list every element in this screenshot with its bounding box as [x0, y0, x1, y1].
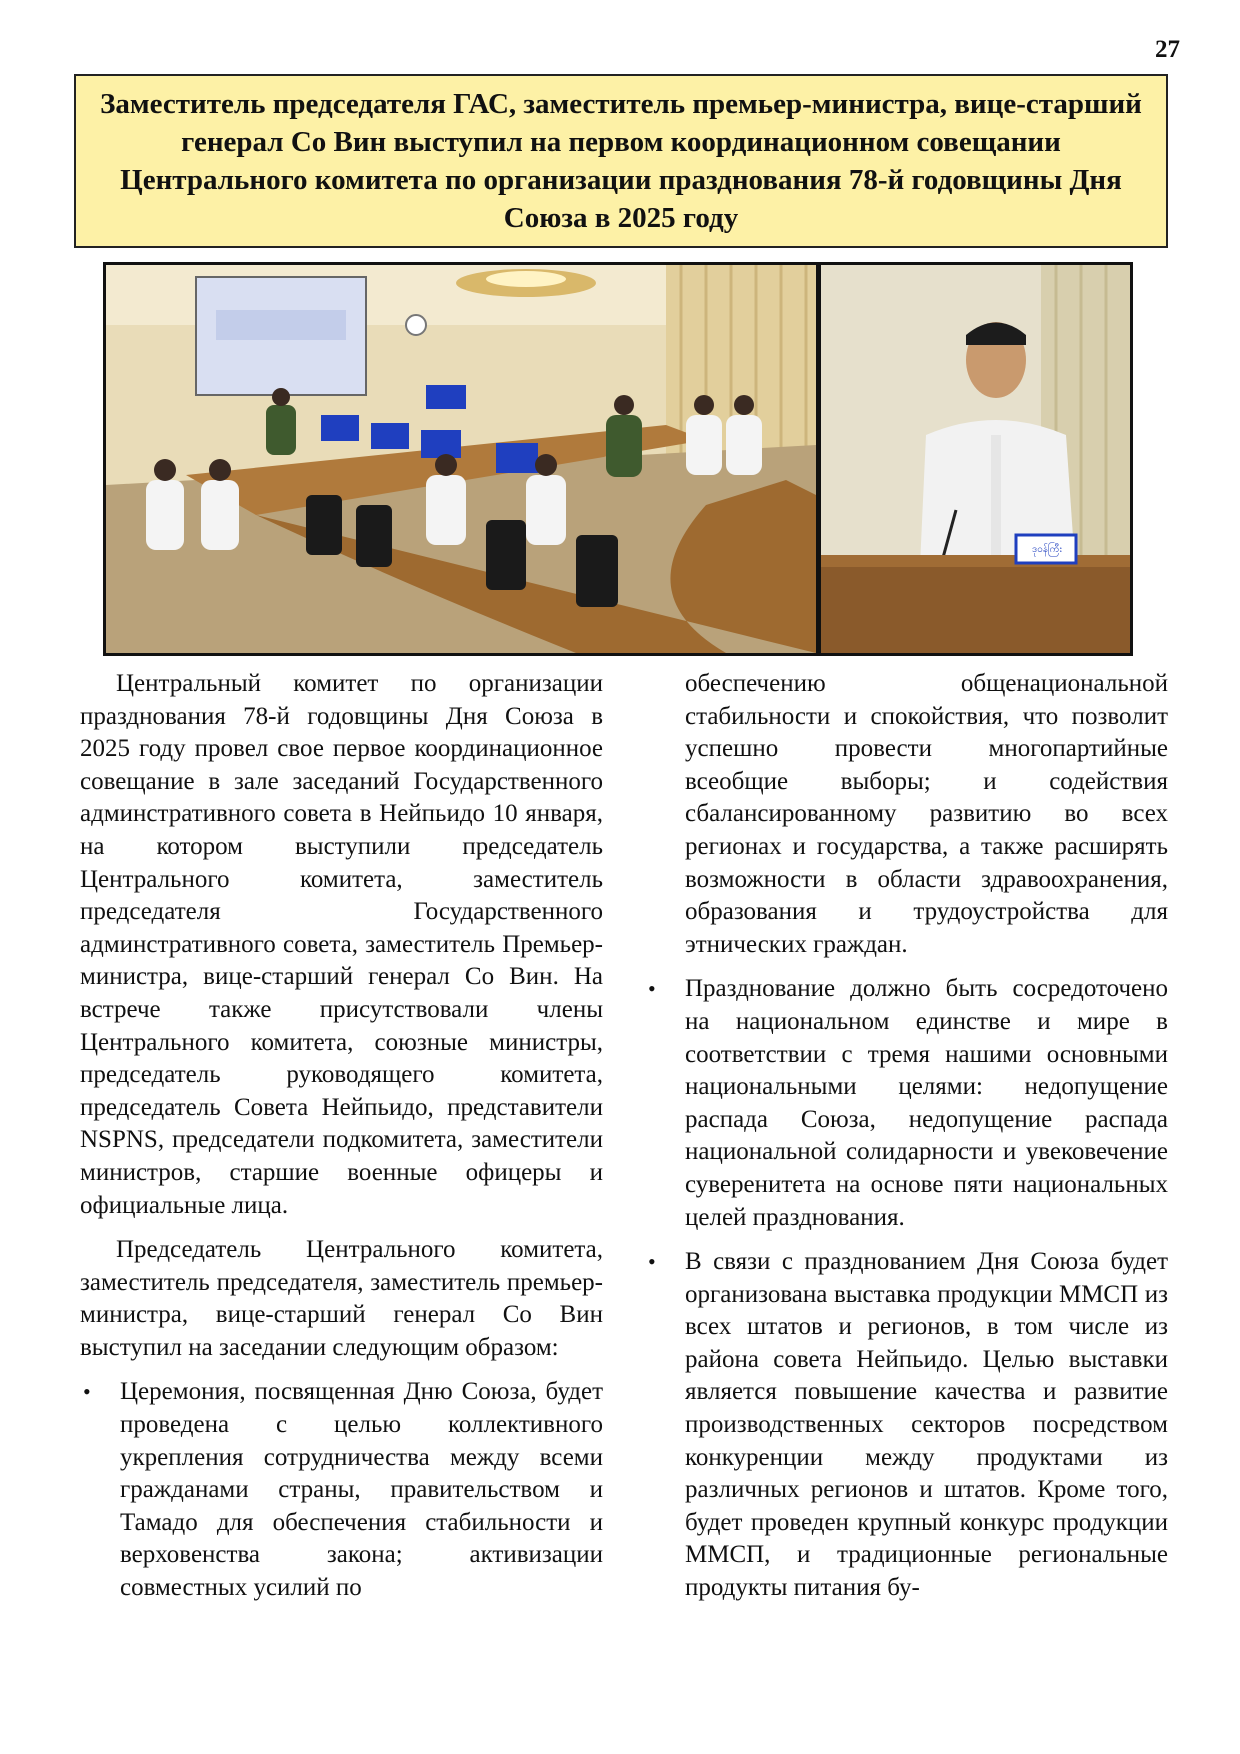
paragraph-speech-intro: Председатель Центрального комитета, заместитель председателя, заместитель премьер-министра, вице-старший генерал Со Вин выступил на заседании следующим образом: [80, 1236, 603, 1361]
bullet-text: В связи с празднованием Дня Союза будет организована выставка продукции ММСП из всех штатов и регионов, в том числе из района совета Нейпьидо. Целью выставки является повышение качества и развитие производственных секторов посредством конкуренции между продуктами из различных регионов и штатов. Кроме того, будет проведен крупный конкурс продукции ММСП, и традиционные региональные продукты питания бу- [685, 1248, 1168, 1602]
name-card-label: ဒုဝန်ကြီး [1031, 544, 1062, 555]
list-item [645, 1246, 1168, 1605]
speaker-photo [821, 265, 1130, 653]
bullet-icon: • [648, 1249, 656, 1275]
list-item [80, 1376, 603, 1604]
list-item [645, 973, 1168, 1234]
bullet-icon: • [648, 976, 656, 1002]
bullet-list-right [645, 973, 1168, 1604]
bullet-text: Церемония, посвященная Дню Союза, будет проведена с целью коллективного укрепления сотрудничества между всеми гражданами страны, правительством и Тамадо для обеспечения стабильности и верховенства закона; активизации совместных усилий по [120, 1378, 603, 1602]
right-column [645, 668, 1168, 1617]
headline-title: Заместитель председателя ГАС, заместитель премьер-министра, вице-старший генерал Со Вин выступил на первом координационном совещании Центрального комитета по организации празднования 78-й годовщины Дня Союза в 2025 году [100, 88, 1142, 234]
left-column [80, 668, 603, 1617]
meeting-hall-photo [106, 265, 816, 653]
page-number: 27 [1155, 36, 1180, 63]
paragraph-intro: Центральный комитет по организации празднования 78-й годовщины Дня Союза в 2025 году провел свое первое координационное совещание в зале заседаний Государственного админстративного совета в Нейпьидо 10 января, на котором выступили председатель Центрального комитета, заместитель председателя Государственного админстративного совета, заместитель Премьер-министра, вице-старший генерал Со Вин. На встрече также присутствовали члены Центрального комитета, союзные министры, председатель руководящего комитета, председатель Совета Нейпьидо, представители NSPNS, председатели подкомитета, заместители министров, старшие военные офицеры и официальные лица. [80, 670, 603, 1219]
bullet-list-left [80, 1376, 603, 1604]
headline-box [74, 74, 1168, 248]
photo-collage [103, 262, 1133, 656]
bullet-icon: • [83, 1379, 91, 1405]
bullet-continuation: обеспечению общенациональной стабильности и спокойствия, что позволит успешно провести многопартийные всеобщие выборы; и содействия сбалансированному развитию во всех регионах и государства, а также расширять возможности в области здравоохранения, образования и трудоустройства для этнических граждан. [685, 670, 1168, 958]
bullet-text: Празднование должно быть сосредоточено на национальном единстве и мире в соответствии с тремя нашими основными национальными целями: недопущение распада Союза, недопущение распада национальной солидарности и увековечение суверенитета на основе пяти национальных целей празднования. [685, 975, 1168, 1231]
